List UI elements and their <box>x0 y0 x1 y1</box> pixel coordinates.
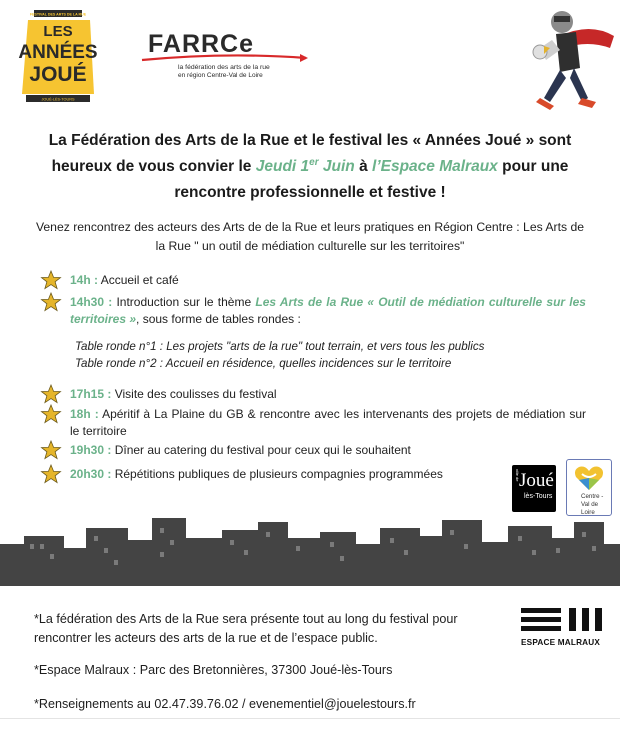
annees-logo-top-band: FESTIVAL DES ARTS DE LA RUE <box>29 12 87 17</box>
star-icon <box>40 270 62 290</box>
round-table-2: Table ronde n°2 : Accueil en résidence, quelles incidences sur le territoire <box>75 357 452 370</box>
intro-part3: pour une rencontre professionnelle et festive ! <box>174 158 569 201</box>
annees-logo-line2: ANNÉES <box>18 42 98 63</box>
farrce-line2: en région Centre-Val de Loire <box>178 72 263 79</box>
footer-divider <box>0 718 620 719</box>
intro-venue: l’Espace Malraux <box>372 158 498 175</box>
round-tables <box>75 338 595 372</box>
region-heart-icon <box>573 464 605 492</box>
footer-address: *Espace Malraux : Parc des Bretonnières, 37300 Joué-lès-Tours <box>34 663 393 677</box>
program-item-14h30 <box>40 294 586 330</box>
intro-part1: La Fédération des Arts de la Rue et le festival les « Années Joué » sont heureux de vous convier le <box>48 132 572 175</box>
program-time: 19h30 : <box>70 443 112 457</box>
footer-note: *La fédération des Arts de la Rue sera présente tout au long du festival pour rencontrer les acteurs des arts de la rue et de l’espace public. <box>34 612 458 645</box>
star-icon <box>40 292 62 312</box>
espace-malraux-mark <box>519 606 605 636</box>
farrce-line1: la fédération des arts de la rue <box>178 64 270 71</box>
star-icon <box>40 464 62 484</box>
farrce-wordmark: FARRCe <box>148 30 255 58</box>
program-text: Dîner au catering du festival pour ceux qui le souhaitent <box>111 443 411 457</box>
intro-date-day: Jeudi 1 <box>255 158 310 175</box>
joue-logo-sub: lès-Tours <box>524 493 553 500</box>
program-text: Répétitions publiques de plusieurs compagnies programmées <box>111 467 443 481</box>
annees-logo-line3: JOUÉ <box>29 63 87 86</box>
intro-date-month: Juin <box>318 158 355 175</box>
espace-malraux-text: ESPACE MALRAUX <box>521 638 601 647</box>
star-icon <box>40 404 62 424</box>
program-text: Accueil et café <box>98 273 179 287</box>
annees-joue-logo <box>6 6 110 106</box>
joue-logo-small: ville de <box>515 469 520 482</box>
megaphone-performer-photo <box>530 2 616 120</box>
joue-les-tours-logo <box>512 465 556 512</box>
intro-date <box>256 158 355 175</box>
joue-logo-big: Joué <box>519 470 554 491</box>
centre-logo-line2: Val de Loire <box>581 501 599 516</box>
program-text: Visite des coulisses du festival <box>111 387 277 401</box>
espace-malraux-logo <box>519 606 605 652</box>
program-text-a: Introduction sur le thème <box>112 295 256 309</box>
footer-contact: *Renseignements au 02.47.39.76.02 / evenementiel@jouelestours.fr <box>34 697 416 711</box>
intro-date-sup: er <box>309 156 319 168</box>
centre-logo-line1: Centre - <box>581 493 604 500</box>
program-time: 14h30 : <box>70 295 113 309</box>
program-time: 18h : <box>70 407 99 421</box>
round-table-1: Table ronde n°1 : Les projets "arts de la rue" tout terrain, et vers tous les publics <box>75 340 485 353</box>
annees-logo-line1: LES <box>43 23 73 40</box>
program-time: 14h : <box>70 273 99 287</box>
annees-logo-bottom-band: JOUÉ-LÈS-TOURS <box>41 97 75 102</box>
farrce-logo <box>138 24 312 82</box>
intro-part2: à <box>354 158 373 175</box>
program-time: 17h15 : <box>70 387 112 401</box>
program-theme: Les Arts de la Rue « Outil de médiation culturelle sur les territoires » <box>70 295 586 326</box>
centre-val-de-loire-logo <box>566 459 612 516</box>
lead-paragraph: Venez rencontrez des acteurs des Arts de de la Rue et leurs pratiques en Région Centre : Les Arts de la Rue " un outil de médiation culturelle sur les territoires" <box>35 220 585 253</box>
program-time: 20h30 : <box>70 467 112 481</box>
program-text: Apéritif à La Plaine du GB & rencontre avec les intervenants des projets de médiation sur le territoire <box>70 407 586 438</box>
city-skyline-illustration <box>0 514 620 586</box>
program-text-b: , sous forme de tables rondes : <box>136 312 301 326</box>
intro-paragraph <box>36 128 584 206</box>
star-icon <box>40 440 62 460</box>
star-icon <box>40 384 62 404</box>
